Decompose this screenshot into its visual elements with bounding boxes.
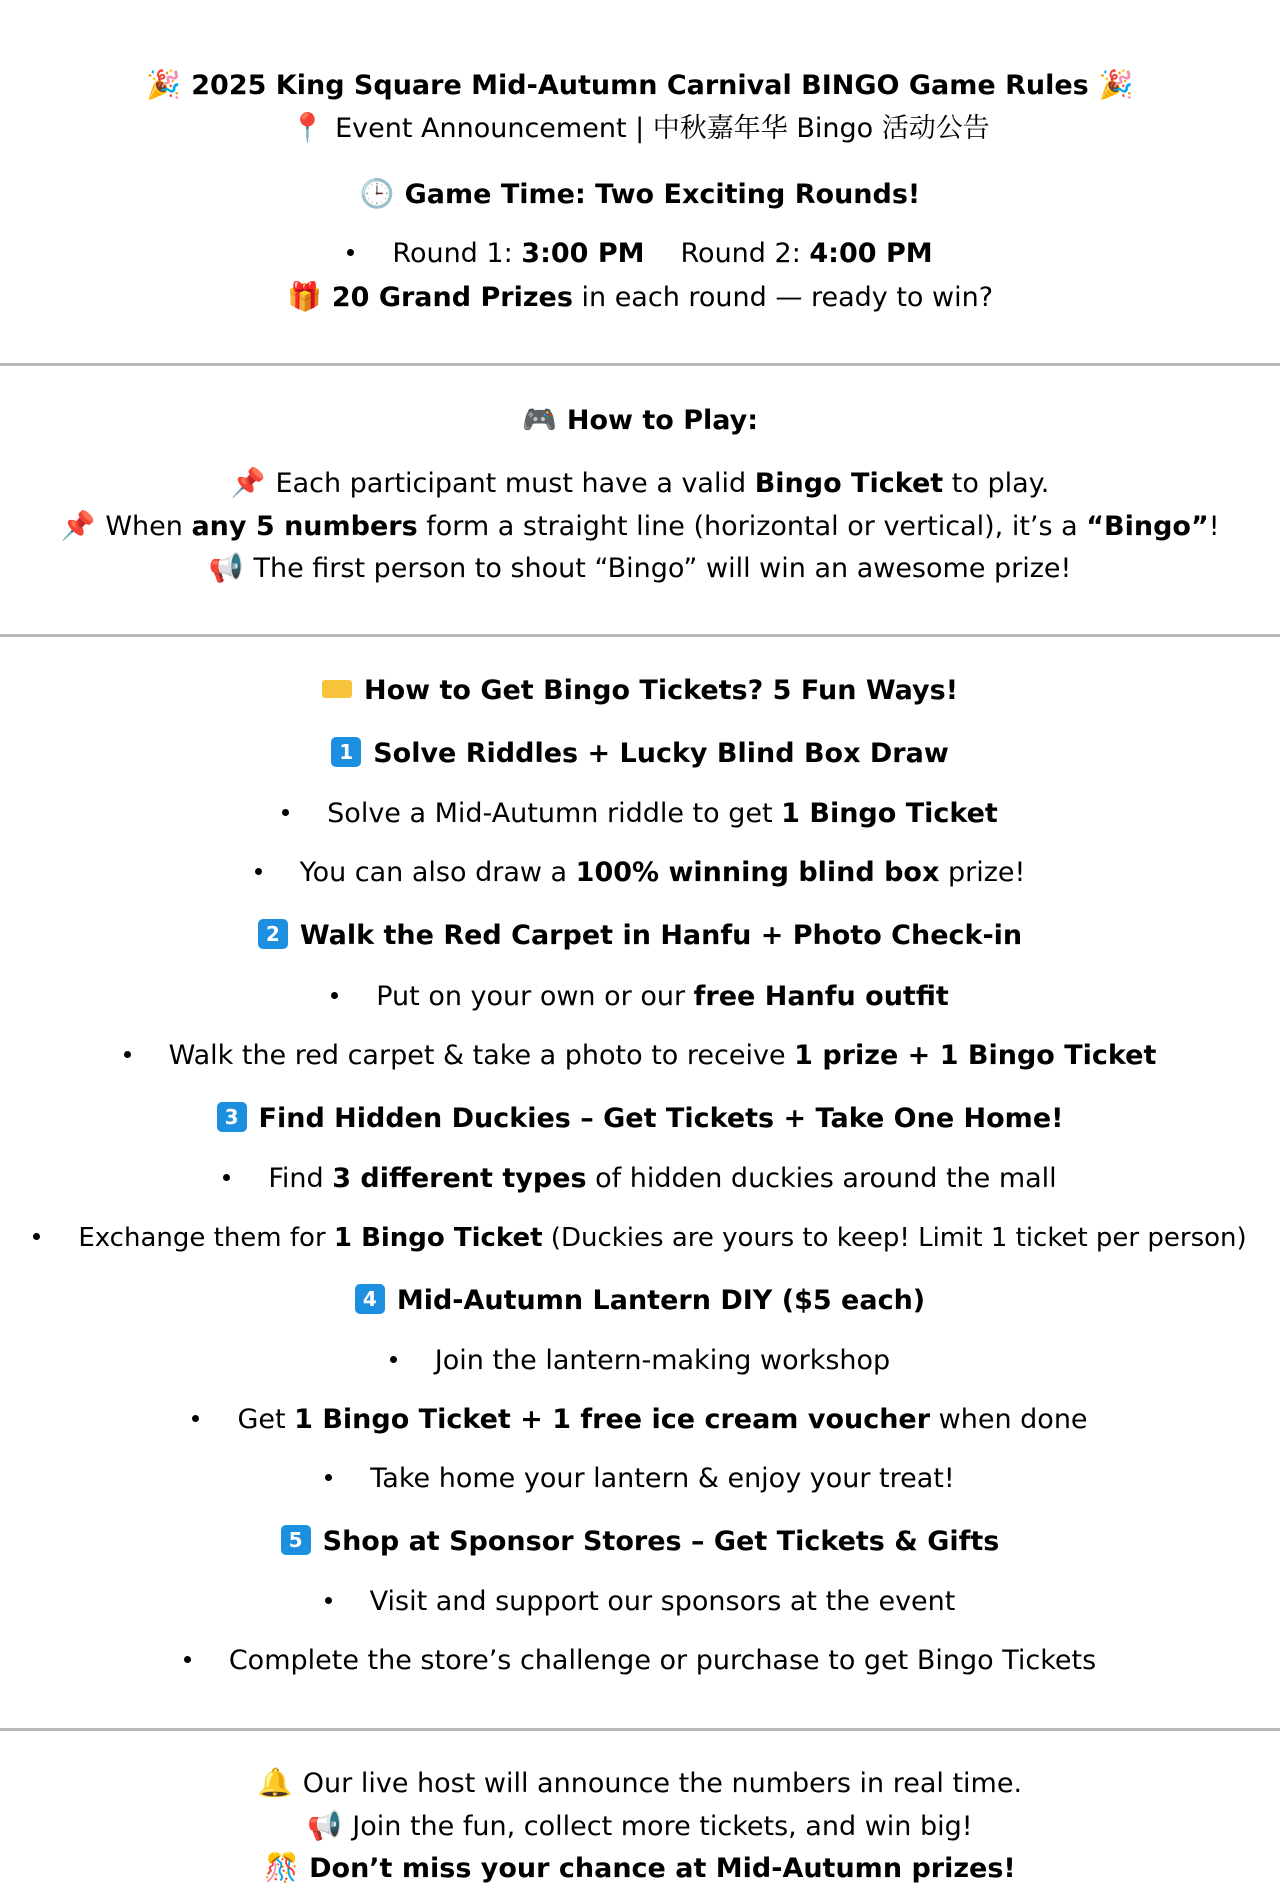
gift-icon: 🎁: [286, 280, 322, 313]
tickets-heading: How to Get Bingo Tickets? 5 Fun Ways!: [0, 671, 1280, 711]
how-to-play-heading: 🎮 How to Play:: [0, 400, 1280, 441]
party-popper-icon: 🎉: [146, 68, 182, 101]
subtitle-text: Event Announcement | 中秋嘉年华 Bingo 活动公告: [335, 113, 990, 144]
divider: [0, 634, 1280, 637]
way-3-bullet-2: Exchange them for 1 Bingo Ticket (Duckies are yours to keep! Limit 1 ticket per person): [0, 1218, 1280, 1258]
way-5-bullet-1: Visit and support our sponsors at the event: [0, 1582, 1280, 1622]
way-1-bullet-1: Solve a Mid-Autumn riddle to get 1 Bingo Ticket: [0, 794, 1280, 834]
way-5-bullet-2: Complete the store’s challenge or purchase to get Bingo Tickets: [0, 1641, 1280, 1681]
title-text: 2025 King Square Mid-Autumn Carnival BINGO Game Rules: [191, 70, 1089, 101]
footer-line-2: 📢 Join the fun, collect more tickets, and win big!: [0, 1806, 1280, 1847]
pushpin-icon: 📌: [230, 466, 266, 499]
way-4-bullet-1: Join the lantern-making workshop: [0, 1341, 1280, 1381]
rule-shout: 📢 The first person to shout “Bingo” will win an awesome prize!: [0, 548, 1280, 589]
way-2-bullet-1: Put on your own or our free Hanfu outfit: [0, 977, 1280, 1017]
pushpin-icon: 📌: [60, 509, 96, 542]
page-title: [0, 65, 1280, 106]
round-times: Round 1: 3:00 PM Round 2: 4:00 PM: [0, 234, 1280, 274]
way-4-bullet-3: Take home your lantern & enjoy your treat!: [0, 1459, 1280, 1499]
footer-line-1: 🔔 Our live host will announce the numbers in real time.: [0, 1763, 1280, 1804]
number-badge: 5: [281, 1525, 311, 1555]
clock-icon: 🕒: [359, 177, 395, 210]
way-2-title: 2 Walk the Red Carpet in Hanfu + Photo Check-in: [0, 916, 1280, 956]
way-5-title: 5 Shop at Sponsor Stores – Get Tickets & Gifts: [0, 1522, 1280, 1562]
game-time-heading: 🕒 Game Time: Two Exciting Rounds!: [0, 174, 1280, 215]
divider: [0, 1728, 1280, 1731]
rule-ticket: 📌 Each participant must have a valid Bingo Ticket to play.: [0, 463, 1280, 504]
megaphone-icon: 📢: [307, 1809, 343, 1842]
number-badge: 1: [331, 737, 361, 767]
way-3-bullet-1: Find 3 different types of hidden duckies around the mall: [0, 1159, 1280, 1199]
party-popper-icon: 🎉: [1098, 68, 1134, 101]
game-controller-icon: 🎮: [521, 403, 557, 436]
way-1-bullet-2: You can also draw a 100% winning blind box prize!: [0, 853, 1280, 893]
megaphone-icon: 📢: [208, 551, 244, 584]
number-badge: 3: [217, 1102, 247, 1132]
way-1-title: 1 Solve Riddles + Lucky Blind Box Draw: [0, 734, 1280, 774]
bullet: [347, 249, 354, 256]
ticket-icon: [322, 680, 352, 698]
way-4-bullet-2: Get 1 Bingo Ticket + 1 free ice cream voucher when done: [0, 1400, 1280, 1440]
divider: [0, 363, 1280, 366]
way-2-bullet-2: Walk the red carpet & take a photo to receive 1 prize + 1 Bingo Ticket: [0, 1036, 1280, 1076]
way-4-title: 4 Mid-Autumn Lantern DIY ($5 each): [0, 1281, 1280, 1321]
confetti-icon: 🎊: [264, 1851, 300, 1884]
pin-icon: 📍: [290, 111, 326, 144]
way-3-title: 3 Find Hidden Duckies – Get Tickets + Take One Home!: [0, 1099, 1280, 1139]
bell-icon: 🔔: [257, 1766, 293, 1799]
page-subtitle: [0, 108, 1280, 149]
prizes-line: 🎁 20 Grand Prizes in each round — ready to win?: [0, 277, 1280, 318]
footer-line-3: 🎊 Don’t miss your chance at Mid-Autumn prizes!: [0, 1848, 1280, 1889]
number-badge: 4: [355, 1284, 385, 1314]
number-badge: 2: [258, 919, 288, 949]
rule-bingo: 📌 When any 5 numbers form a straight line (horizontal or vertical), it’s a “Bingo”!: [0, 506, 1280, 547]
